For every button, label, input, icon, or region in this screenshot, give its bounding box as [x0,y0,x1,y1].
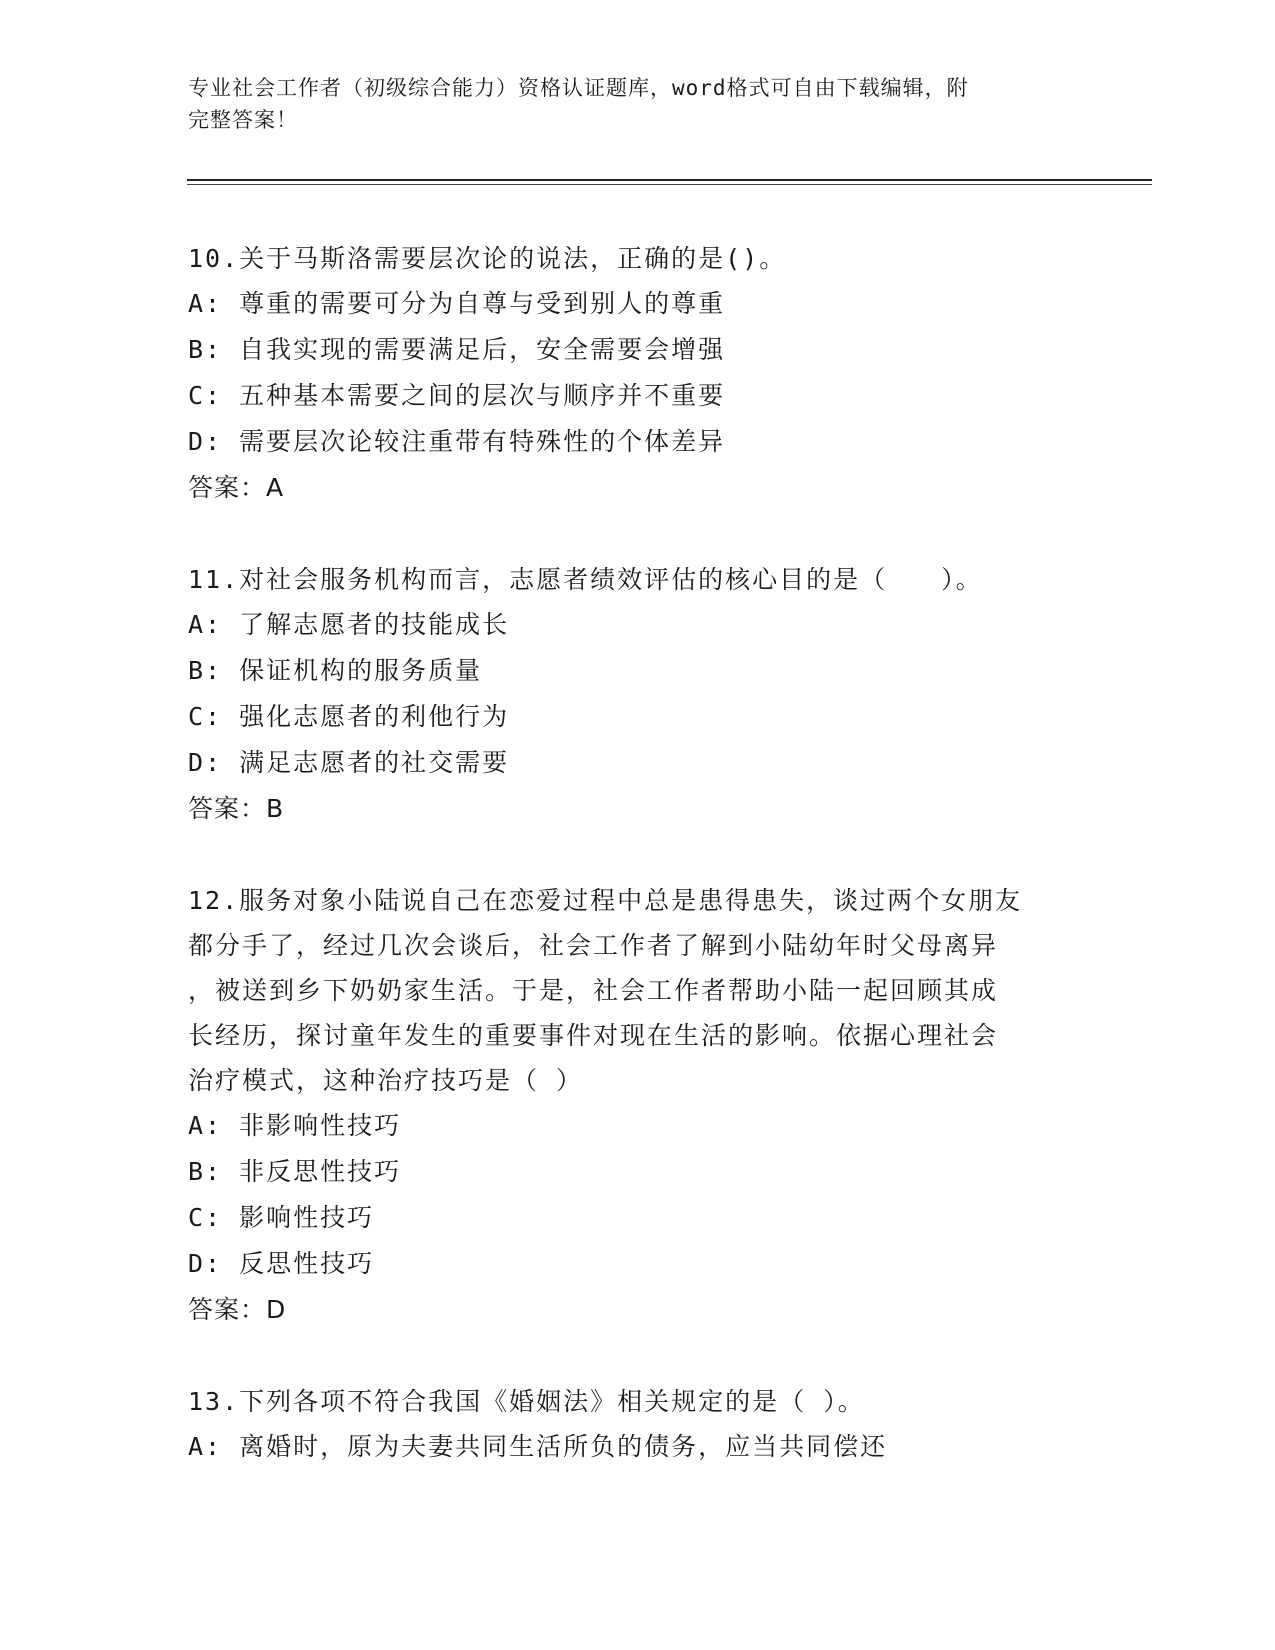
question-12 [188,878,1088,1333]
stem-line: 11.对社会服务机构而言，志愿者绩效评估的核心目的是（ ）。 [188,565,983,594]
stem-line: 12.服务对象小陆说自己在恋爱过程中总是患得患失，谈过两个女朋友 [188,886,1023,915]
question-10 [188,236,1088,511]
option-c: C: 强化志愿者的利他行为 [188,702,510,731]
header-line-2: 完整答案！ [188,108,298,132]
question-11 [188,557,1088,832]
stem-line: 10.关于马斯洛需要层次论的说法，正确的是()。 [188,244,787,273]
option-d: D: 反思性技巧 [188,1249,375,1278]
question-13 [188,1379,1088,1470]
header-divider [187,179,1152,181]
answer: 答案：A [188,473,285,502]
question-stem [188,236,1088,281]
document-header [188,72,1088,136]
option-a: A: 离婚时，原为夫妻共同生活所负的债务，应当共同偿还 [188,1432,888,1461]
header-line-1: 专业社会工作者（初级综合能力）资格认证题库，word格式可自由下载编辑，附 [188,76,969,100]
option-b: B: 保证机构的服务质量 [188,656,483,685]
answer: 答案：B [188,794,285,823]
stem-line: 长经历，探讨童年发生的重要事件对现在生活的影响。依据心理社会 [188,1021,999,1050]
question-stem [188,1379,1088,1424]
option-a: A: 尊重的需要可分为自尊与受到别人的尊重 [188,289,726,318]
option-a: A: 非影响性技巧 [188,1111,402,1140]
question-stem [188,557,1088,602]
answer: 答案：D [188,1295,287,1324]
option-b: B: 自我实现的需要满足后，安全需要会增强 [188,335,726,364]
stem-line: 13.下列各项不符合我国《婚姻法》相关规定的是（ ）。 [188,1387,865,1416]
stem-line: ，被送到乡下奶奶家生活。于是，社会工作者帮助小陆一起回顾其成 [188,976,999,1005]
header-divider-thin [187,184,1152,185]
option-d: D: 需要层次论较注重带有特殊性的个体差异 [188,427,726,456]
option-c: C: 影响性技巧 [188,1203,375,1232]
question-stem [188,878,1088,1103]
option-a: A: 了解志愿者的技能成长 [188,610,510,639]
stem-line: 治疗模式，这种治疗技巧是（ ） [188,1066,584,1095]
stem-line: 都分手了，经过几次会谈后，社会工作者了解到小陆幼年时父母离异 [188,931,999,960]
option-c: C: 五种基本需要之间的层次与顺序并不重要 [188,381,726,410]
option-d: D: 满足志愿者的社交需要 [188,748,510,777]
option-b: B: 非反思性技巧 [188,1157,402,1186]
question-list [188,236,1088,1516]
